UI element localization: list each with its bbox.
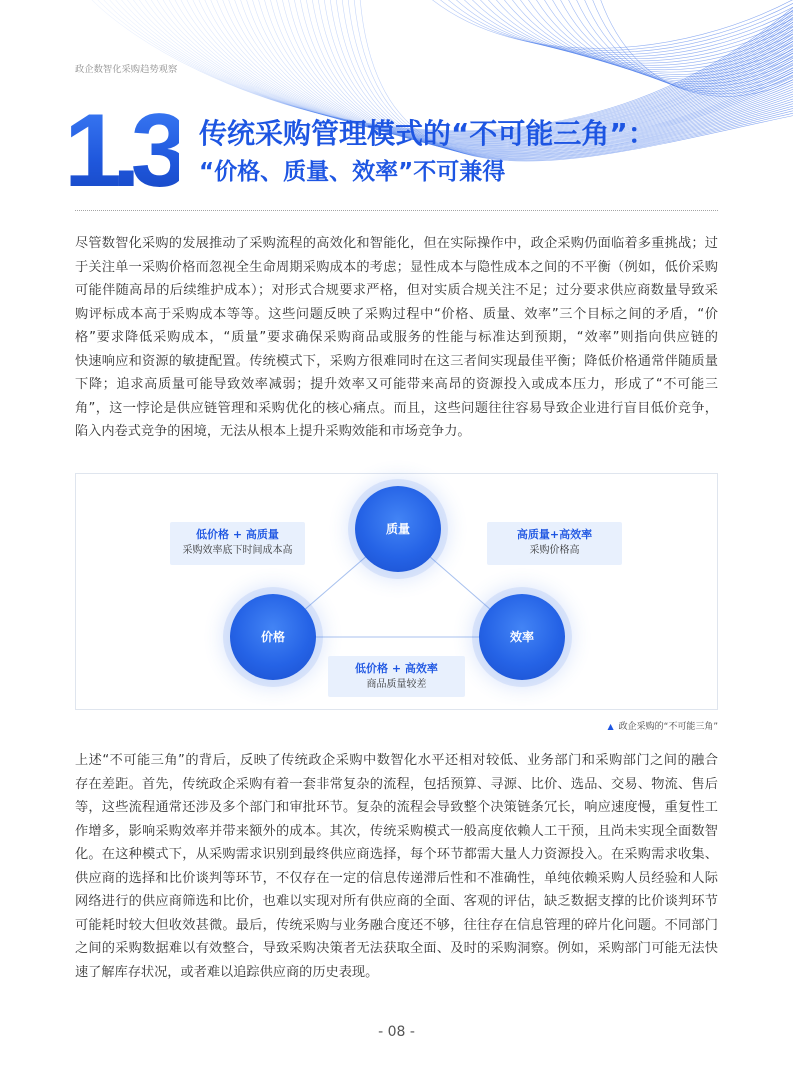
paragraph-line: 尽管数智化采购的发展推动了采购流程的高效化和智能化，但在实际操作中，政企采购仍面临着多重挑战；过 bbox=[75, 236, 718, 251]
tradeoff-title: 低价格 + 高效率 bbox=[355, 662, 438, 675]
wave-line bbox=[454, 0, 793, 55]
section-number: 1.3 bbox=[64, 93, 179, 209]
tradeoff-title: 低价格 + 高质量 bbox=[196, 528, 279, 541]
tradeoff-box-price-efficiency bbox=[328, 656, 465, 697]
paragraph-line: 供应商的选择和比价谈判等环节，不仅存在一定的信息传递滞后性和不准确性，单纯依赖采购人员经验和人际 bbox=[75, 870, 718, 886]
wave-line bbox=[120, 0, 793, 134]
tradeoff-note: 采购效率底下时间成本高 bbox=[182, 545, 293, 556]
paragraph-line: 格”要求降低采购成本，“质量”要求确保采购商品或服务的性能与标准达到预期，“效率”则指向供应链的 bbox=[75, 330, 718, 345]
paragraph-line: 化。在这种模式下，从采购需求识别到最终供应商选择，每个环节都需大量人力资源投入。在采购需求收集、 bbox=[75, 847, 718, 862]
impossible-triangle-figure bbox=[75, 473, 718, 710]
paragraph-line: 陷入内卷式竞争的困境，无法从根本上提升采购效能和市场竞争力。 bbox=[75, 424, 471, 439]
tradeoff-title: 高质量+高效率 bbox=[516, 528, 593, 541]
running-header: 政企数智化采购趋势观察 bbox=[75, 64, 178, 75]
wave-line bbox=[551, 0, 793, 82]
section-title: 传统采购管理模式的“不可能三角”： bbox=[199, 117, 656, 150]
wave-line bbox=[568, 0, 793, 86]
node-price-circle bbox=[230, 594, 316, 680]
figure-caption bbox=[608, 721, 718, 733]
paragraph-line: 作增多，影响采购效率并带来额外的成本。其次，传统采购模式一般高度依赖人工干预，且尚未实现全面数智 bbox=[75, 823, 718, 839]
paragraph-line: 上述“不可能三角”的背后，反映了传统政企采购中数智化水平还相对较低、业务部门和采购部门之间的融合 bbox=[75, 753, 718, 768]
body-paragraph-2 bbox=[75, 749, 718, 984]
wave-line bbox=[114, 0, 793, 133]
paragraph-line: 下降；追求高质量可能导致效率减弱；提升效率又可能带来高昂的资源投入或成本压力，形成了“不可能三 bbox=[75, 377, 718, 392]
node-quality-label: 质量 bbox=[385, 522, 410, 536]
node-efficiency-circle bbox=[479, 594, 565, 680]
caption-triangle-icon: ▲ bbox=[607, 722, 614, 731]
paragraph-line: 存在差距。首先，传统政企采购有着一套非常复杂的流程，包括预算、寻源、比价、选品、交易、物流、售后 bbox=[75, 776, 718, 792]
paragraph-line: 可能耗时较大但收效甚微。最后，传统采购与业务融合度还不够，往往存在信息管理的碎片化问题。不同部门 bbox=[75, 917, 718, 933]
paragraph-line: 于关注单一采购价格而忽视全生命周期采购成本的考虑；显性成本与隐性成本之间的不平衡（例如，低价采购 bbox=[75, 259, 718, 275]
paragraph-line: 购评标成本高于采购成本等等。这些问题反映了采购过程中“价格、质量、效率”三个目标之间的矛盾，“价 bbox=[75, 306, 718, 322]
tradeoff-box-quality-efficiency bbox=[487, 522, 622, 565]
page-number: - 08 - bbox=[378, 1024, 415, 1040]
paragraph-line: 快速响应和资源的敏捷配置。传统模式下，采购方很难同时在这三者间实现最佳平衡；降低价格通常伴随质量 bbox=[75, 353, 718, 369]
node-quality-circle bbox=[355, 486, 441, 572]
wave-line bbox=[519, 0, 793, 72]
caption-text: 政企采购的“不可能三角” bbox=[618, 722, 718, 732]
node-efficiency-label: 效率 bbox=[509, 630, 534, 644]
tradeoff-note: 商品质量较差 bbox=[366, 679, 427, 690]
paragraph-line: 速了解库存状况，或者难以追踪供应商的历史表现。 bbox=[75, 964, 379, 980]
tradeoff-note: 采购价格高 bbox=[529, 545, 580, 556]
paragraph-line: 角”，这一悖论是供应链管理和采购优化的核心痛点。而且，这些问题往往容易导致企业进行盲目低价竞争， bbox=[75, 400, 718, 416]
tradeoff-box-price-quality bbox=[170, 522, 305, 565]
body-paragraph-1 bbox=[75, 232, 718, 444]
node-price-label: 价格 bbox=[260, 630, 285, 644]
section-divider bbox=[75, 210, 718, 211]
paragraph-line: 网络进行的供应商筛选和比价，也难以实现对所有供应商的全面、客观的评估，缺乏数据支撑的比价谈判环节 bbox=[75, 894, 718, 909]
section-subtitle: “价格、质量、效率”不可兼得 bbox=[199, 159, 506, 185]
paragraph-line: 可能伴随高昂的后续维护成本）；对形式合规要求严格，但对实质合规关注不足；过分要求供应商数量导致采 bbox=[75, 283, 718, 298]
wave-line bbox=[576, 0, 793, 89]
paragraph-line: 之间的采购数据难以有效整合，导致采购决策者无法获取全面、及时的采购洞察。例如，采购部门可能无法快 bbox=[75, 941, 718, 956]
paragraph-line: 等，这些流程通常还涉及多个部门和审批环节。复杂的流程会导致整个决策链条冗长，响应速度慢，重复性工 bbox=[75, 800, 718, 815]
